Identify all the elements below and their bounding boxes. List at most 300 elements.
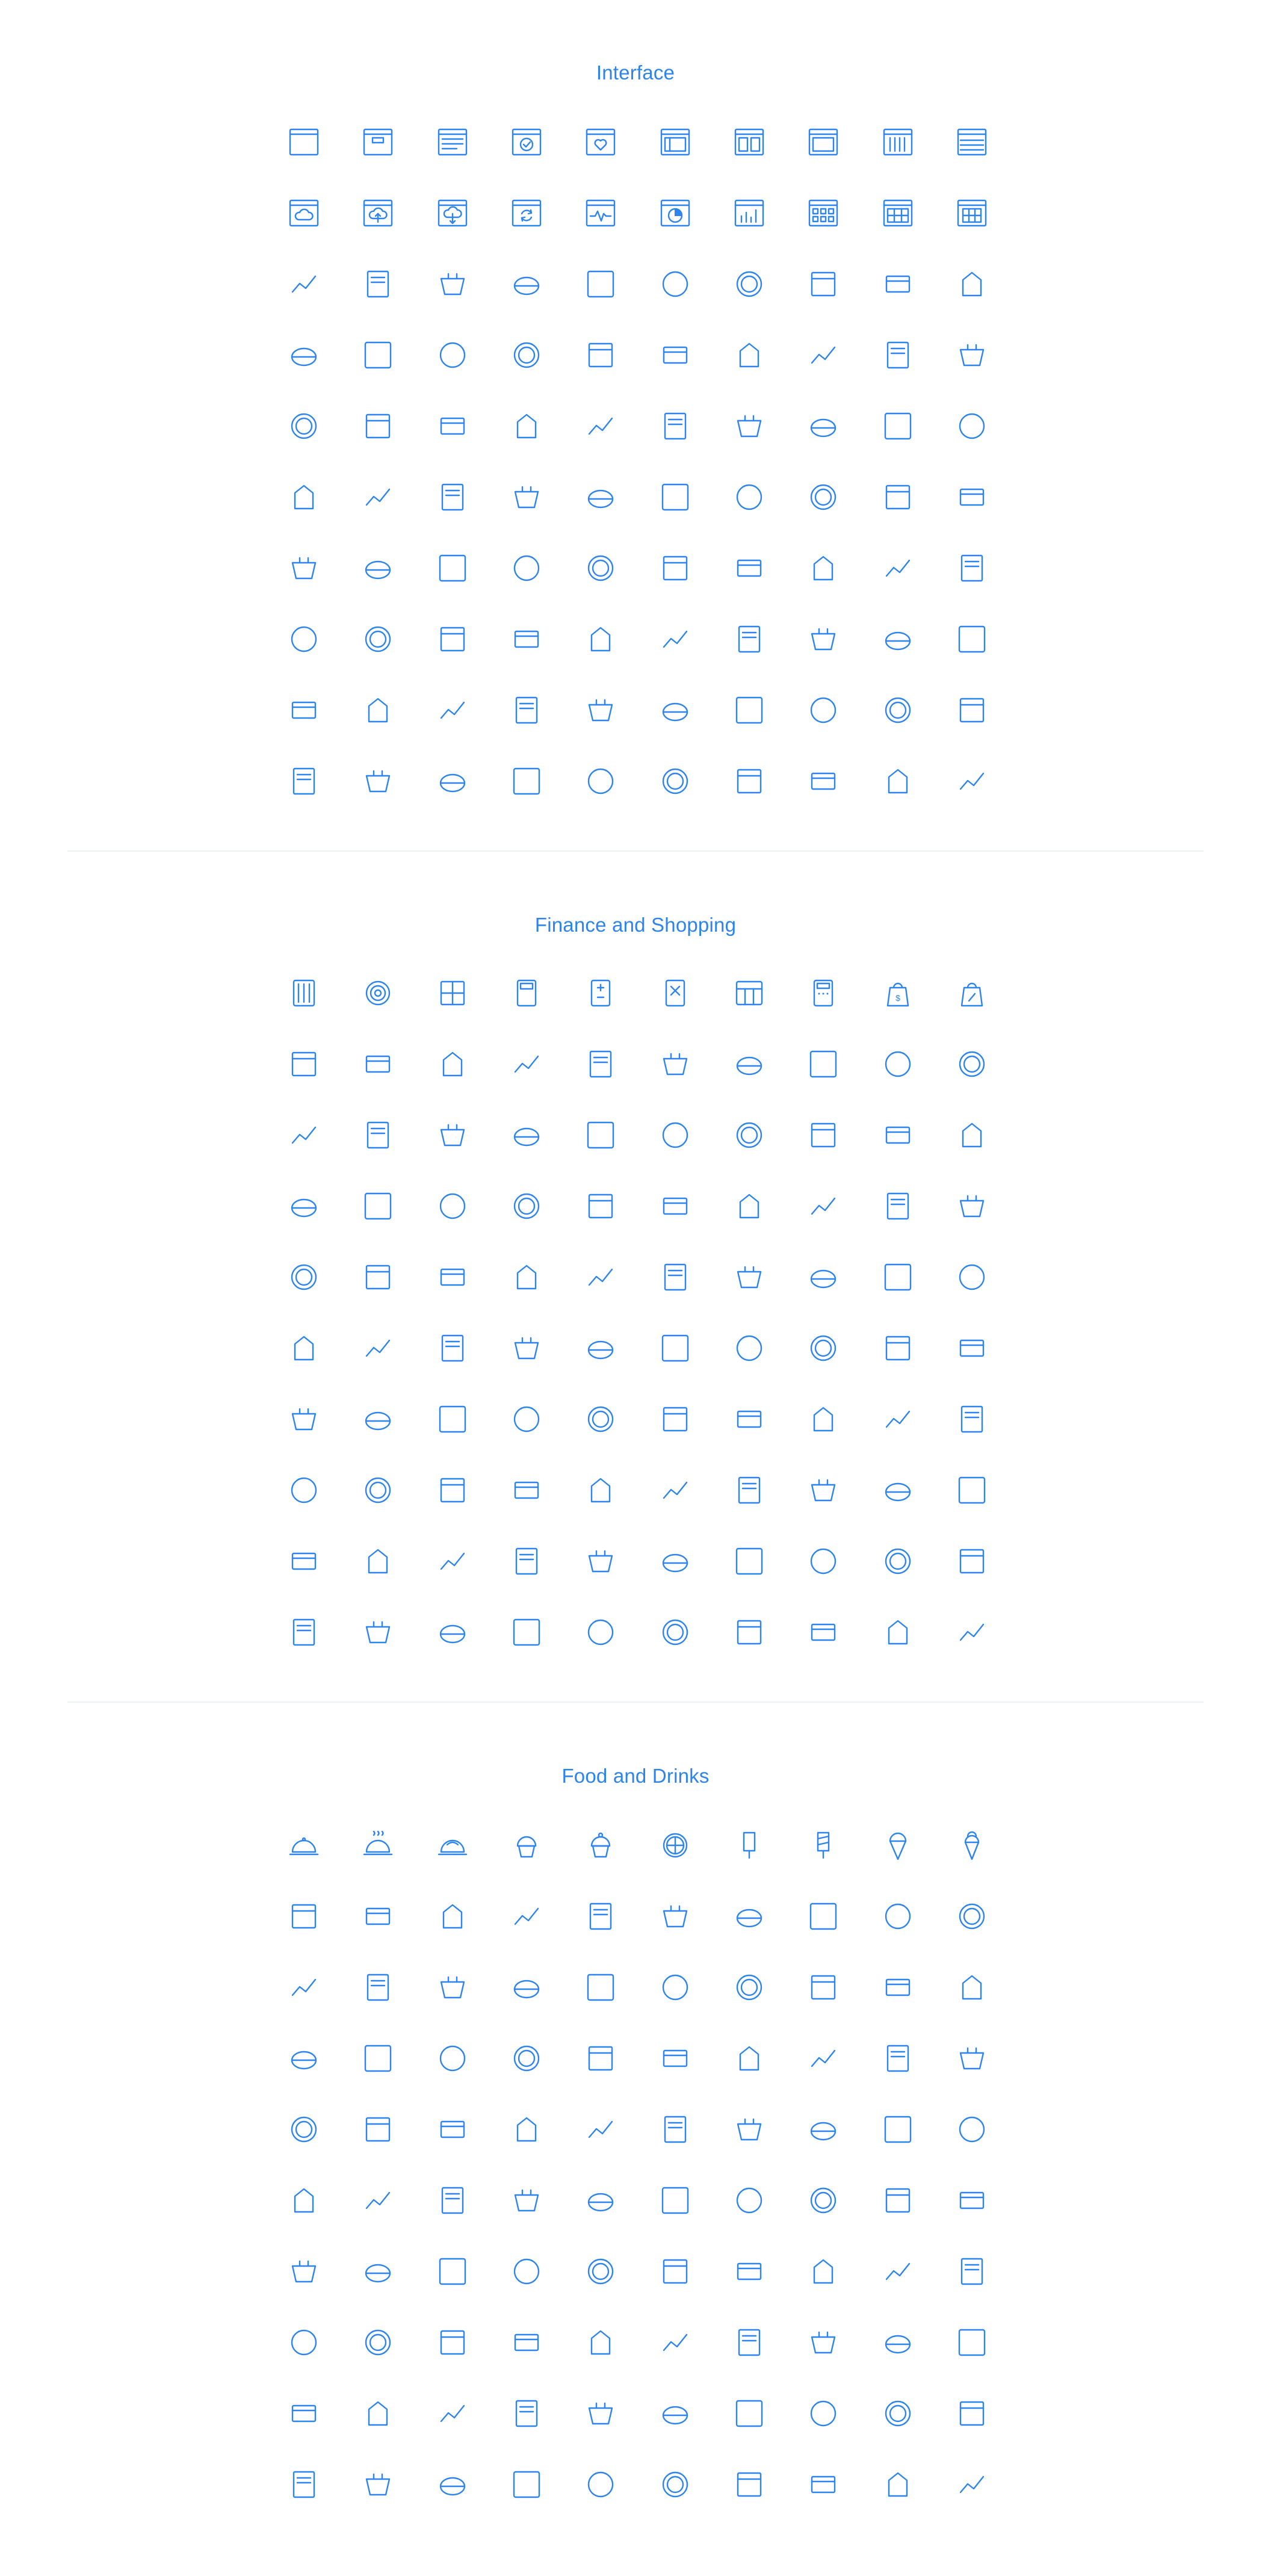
finance-shopping-icon bbox=[509, 1472, 545, 1508]
food-drinks-icon bbox=[731, 2324, 767, 2361]
finance-shopping-icon-glyph bbox=[583, 1047, 618, 1082]
food-drinks-icon bbox=[954, 1969, 990, 2005]
finance-shopping-icon bbox=[434, 1117, 471, 1153]
food-drinks-icon-glyph bbox=[509, 2041, 544, 2076]
interface-icon bbox=[657, 550, 693, 586]
section-title-food-drinks: Food and Drinks bbox=[561, 1765, 710, 1787]
finance-shopping-icon-glyph bbox=[286, 1402, 321, 1437]
interface-icon-glyph bbox=[360, 622, 395, 657]
food-drinks-icon bbox=[509, 2324, 545, 2361]
interface-icon-glyph bbox=[583, 480, 618, 515]
finance-shopping-icon bbox=[434, 1472, 471, 1508]
finance-shopping-icon bbox=[360, 975, 396, 1011]
finance-shopping-icon bbox=[805, 1401, 841, 1437]
food-drinks-icon bbox=[434, 2466, 471, 2503]
food-drinks-icon bbox=[434, 1898, 471, 1934]
interface-icon-glyph bbox=[509, 551, 544, 586]
finance-shopping-icon bbox=[509, 1188, 545, 1224]
finance-shopping-icon-glyph bbox=[732, 1402, 767, 1437]
food-drinks-icon bbox=[880, 2182, 916, 2218]
interface-icon bbox=[509, 124, 545, 160]
finance-shopping-icon bbox=[434, 975, 471, 1011]
interface-icon bbox=[360, 479, 396, 515]
interface-icon-glyph bbox=[658, 338, 693, 373]
finance-shopping-icon bbox=[509, 975, 545, 1011]
food-drinks-icon bbox=[657, 2395, 693, 2432]
food-drinks-icon-glyph bbox=[658, 2112, 693, 2147]
food-drinks-icon-glyph bbox=[286, 2112, 321, 2147]
food-drinks-icon-glyph bbox=[954, 1970, 989, 2005]
food-drinks-icon bbox=[583, 1898, 619, 1934]
food-drinks-icon-glyph bbox=[880, 2112, 915, 2147]
interface-icon bbox=[509, 692, 545, 728]
interface-icon-glyph bbox=[360, 125, 395, 159]
section-title-interface: Interface bbox=[596, 61, 675, 84]
finance-shopping-icon-glyph bbox=[954, 1189, 989, 1224]
interface-icon bbox=[880, 195, 916, 231]
interface-icon-glyph bbox=[732, 125, 767, 159]
interface-icon bbox=[880, 692, 916, 728]
finance-shopping-icon bbox=[360, 1472, 396, 1508]
food-drinks-icon-glyph bbox=[360, 2183, 395, 2218]
interface-icon bbox=[880, 621, 916, 657]
food-drinks-icon-glyph bbox=[658, 1828, 693, 1863]
interface-icon-glyph bbox=[658, 480, 693, 515]
interface-icon-glyph bbox=[435, 622, 470, 657]
finance-shopping-icon bbox=[954, 1614, 990, 1650]
food-drinks-icon bbox=[286, 1827, 322, 1863]
interface-icon-glyph bbox=[435, 338, 470, 373]
finance-shopping-icon-glyph bbox=[583, 1118, 618, 1153]
food-drinks-icon-glyph bbox=[435, 2041, 470, 2076]
finance-shopping-icon-glyph bbox=[806, 1331, 841, 1366]
interface-icon-glyph bbox=[583, 338, 618, 373]
food-drinks-icon-glyph bbox=[509, 1970, 544, 2005]
interface-icon-glyph bbox=[286, 764, 321, 799]
icon-row bbox=[286, 621, 990, 657]
interface-icon bbox=[880, 337, 916, 373]
food-drinks-icon-glyph bbox=[286, 1899, 321, 1934]
interface-icon-glyph bbox=[880, 551, 915, 586]
interface-icon bbox=[286, 195, 322, 231]
interface-icon-glyph bbox=[435, 693, 470, 728]
food-drinks-icon-glyph bbox=[509, 2254, 544, 2289]
finance-shopping-icon-glyph bbox=[583, 1402, 618, 1437]
finance-shopping-icon bbox=[805, 1188, 841, 1224]
icon-row bbox=[286, 692, 990, 728]
food-drinks-icon-glyph bbox=[954, 2041, 989, 2076]
food-drinks-icon bbox=[954, 1827, 990, 1863]
food-drinks-icon bbox=[583, 2395, 619, 2432]
finance-shopping-icon bbox=[880, 1330, 916, 1366]
finance-shopping-icon-glyph bbox=[435, 1544, 470, 1579]
finance-shopping-icon-glyph bbox=[954, 976, 989, 1011]
interface-icon-glyph bbox=[509, 693, 544, 728]
finance-shopping-icon-glyph bbox=[806, 1473, 841, 1508]
food-drinks-icon bbox=[583, 2466, 619, 2503]
finance-shopping-icon-glyph bbox=[583, 1260, 618, 1295]
interface-icon bbox=[360, 408, 396, 444]
finance-shopping-icon bbox=[731, 1614, 767, 1650]
finance-shopping-icon bbox=[731, 1472, 767, 1508]
finance-shopping-icon bbox=[954, 975, 990, 1011]
interface-icon-glyph bbox=[509, 196, 544, 231]
finance-shopping-icon-glyph bbox=[880, 976, 915, 1011]
interface-icon bbox=[954, 124, 990, 160]
icon-row bbox=[286, 2182, 990, 2218]
food-drinks-icon-glyph bbox=[435, 2325, 470, 2360]
finance-shopping-icon bbox=[657, 1330, 693, 1366]
food-drinks-icon-glyph bbox=[286, 1828, 321, 1863]
icon-row bbox=[286, 2395, 990, 2432]
finance-shopping-icon-glyph bbox=[880, 1544, 915, 1579]
food-drinks-icon bbox=[360, 1898, 396, 1934]
food-drinks-icon-glyph bbox=[954, 2112, 989, 2147]
interface-icon-glyph bbox=[954, 338, 989, 373]
interface-icon-glyph bbox=[583, 409, 618, 444]
finance-shopping-icon bbox=[286, 1046, 322, 1082]
interface-icon bbox=[805, 479, 841, 515]
finance-shopping-icon bbox=[286, 1472, 322, 1508]
section-title-finance-shopping: Finance and Shopping bbox=[534, 914, 737, 936]
interface-icon-glyph bbox=[806, 764, 841, 799]
interface-icon-glyph bbox=[806, 551, 841, 586]
interface-icon bbox=[583, 550, 619, 586]
finance-shopping-icon-glyph bbox=[435, 1615, 470, 1650]
finance-shopping-icon-glyph bbox=[658, 976, 693, 1011]
finance-shopping-icon bbox=[880, 1188, 916, 1224]
food-drinks-icon bbox=[286, 1898, 322, 1934]
food-drinks-icon bbox=[657, 2182, 693, 2218]
interface-icon-glyph bbox=[286, 622, 321, 657]
icon-row bbox=[286, 1401, 990, 1437]
interface-icon-glyph bbox=[954, 409, 989, 444]
interface-icon-glyph bbox=[360, 551, 395, 586]
interface-icon-glyph bbox=[509, 409, 544, 444]
finance-shopping-icon-glyph bbox=[360, 1615, 395, 1650]
interface-icon-glyph bbox=[806, 480, 841, 515]
interface-icon bbox=[954, 408, 990, 444]
finance-shopping-icon bbox=[583, 1614, 619, 1650]
food-drinks-icon bbox=[434, 2182, 471, 2218]
finance-shopping-icon bbox=[583, 1330, 619, 1366]
finance-shopping-icon-glyph bbox=[509, 1615, 544, 1650]
icon-row bbox=[286, 763, 990, 799]
food-drinks-icon-glyph bbox=[360, 1828, 395, 1863]
food-drinks-icon bbox=[731, 2040, 767, 2076]
finance-shopping-icon bbox=[805, 1117, 841, 1153]
finance-shopping-icon bbox=[509, 1543, 545, 1579]
interface-icon bbox=[731, 550, 767, 586]
interface-icon-glyph bbox=[509, 125, 544, 159]
food-drinks-icon-glyph bbox=[583, 1970, 618, 2005]
finance-shopping-icon bbox=[583, 1472, 619, 1508]
interface-icon bbox=[509, 621, 545, 657]
finance-shopping-icon bbox=[805, 1543, 841, 1579]
icon-row bbox=[286, 2466, 990, 2503]
interface-icon bbox=[731, 337, 767, 373]
food-drinks-icon bbox=[360, 2253, 396, 2290]
finance-shopping-icon-glyph bbox=[732, 976, 767, 1011]
food-drinks-icon bbox=[731, 1827, 767, 1863]
food-drinks-icon bbox=[880, 1969, 916, 2005]
food-drinks-icon-glyph bbox=[509, 2183, 544, 2218]
interface-icon-glyph bbox=[583, 125, 618, 159]
interface-icon-glyph bbox=[286, 693, 321, 728]
finance-shopping-icon bbox=[954, 1401, 990, 1437]
food-drinks-icon bbox=[360, 2324, 396, 2361]
interface-icon bbox=[434, 337, 471, 373]
finance-shopping-icon bbox=[583, 1401, 619, 1437]
interface-icon bbox=[880, 550, 916, 586]
finance-shopping-icon bbox=[286, 1259, 322, 1295]
interface-icon bbox=[434, 408, 471, 444]
interface-icon bbox=[286, 337, 322, 373]
food-drinks-icon bbox=[880, 2395, 916, 2432]
interface-icon bbox=[954, 337, 990, 373]
finance-shopping-icon-glyph bbox=[360, 1118, 395, 1153]
food-drinks-icon-glyph bbox=[806, 2183, 841, 2218]
food-drinks-icon bbox=[954, 2253, 990, 2290]
interface-icon-glyph bbox=[360, 196, 395, 231]
finance-shopping-icon-glyph bbox=[435, 1402, 470, 1437]
interface-icon bbox=[360, 621, 396, 657]
interface-icon-glyph bbox=[435, 764, 470, 799]
food-drinks-icon bbox=[657, 1827, 693, 1863]
interface-icon bbox=[583, 408, 619, 444]
interface-icon bbox=[954, 266, 990, 302]
interface-icon-glyph bbox=[286, 551, 321, 586]
finance-shopping-icon-glyph bbox=[732, 1615, 767, 1650]
finance-shopping-icon-glyph bbox=[435, 1331, 470, 1366]
food-drinks-icon bbox=[805, 1898, 841, 1934]
finance-shopping-icon bbox=[657, 1472, 693, 1508]
food-drinks-icon-glyph bbox=[509, 1899, 544, 1934]
food-drinks-icon bbox=[954, 2040, 990, 2076]
finance-shopping-icon-glyph bbox=[954, 1260, 989, 1295]
food-drinks-icon-glyph bbox=[360, 1899, 395, 1934]
food-drinks-icon-glyph bbox=[509, 1828, 544, 1863]
food-drinks-icon-glyph bbox=[286, 2467, 321, 2502]
food-drinks-icon-glyph bbox=[286, 2325, 321, 2360]
finance-shopping-icon-glyph bbox=[806, 976, 841, 1011]
food-drinks-icon-glyph bbox=[360, 2325, 395, 2360]
interface-icon-glyph bbox=[806, 125, 841, 159]
finance-shopping-icon-glyph bbox=[954, 1047, 989, 1082]
food-drinks-icon-glyph bbox=[583, 1899, 618, 1934]
finance-shopping-icon bbox=[360, 1543, 396, 1579]
interface-icon-glyph bbox=[583, 196, 618, 231]
food-drinks-icon-glyph bbox=[880, 2467, 915, 2502]
food-drinks-icon-glyph bbox=[286, 2396, 321, 2431]
finance-shopping-icon-glyph bbox=[435, 1473, 470, 1508]
food-drinks-icon-glyph bbox=[732, 2467, 767, 2502]
food-drinks-icon-glyph bbox=[583, 2041, 618, 2076]
food-drinks-icon bbox=[434, 2253, 471, 2290]
finance-shopping-icon-glyph bbox=[658, 1118, 693, 1153]
finance-shopping-icon bbox=[509, 1117, 545, 1153]
food-drinks-icon-glyph bbox=[732, 2041, 767, 2076]
finance-shopping-icon-glyph bbox=[880, 1047, 915, 1082]
finance-shopping-icon bbox=[731, 1401, 767, 1437]
finance-shopping-icon-glyph bbox=[286, 976, 321, 1011]
interface-icon bbox=[657, 763, 693, 799]
interface-icon bbox=[509, 266, 545, 302]
interface-icon-glyph bbox=[954, 125, 989, 159]
interface-icon bbox=[954, 621, 990, 657]
interface-icon-glyph bbox=[360, 267, 395, 302]
food-drinks-icon bbox=[286, 2466, 322, 2503]
food-drinks-icon-glyph bbox=[732, 1899, 767, 1934]
finance-shopping-icon-glyph bbox=[583, 1544, 618, 1579]
finance-shopping-icon-glyph bbox=[732, 1473, 767, 1508]
finance-shopping-icon-glyph bbox=[360, 1047, 395, 1082]
finance-shopping-icon-glyph bbox=[509, 1331, 544, 1366]
food-drinks-icon bbox=[509, 2395, 545, 2432]
finance-shopping-icon bbox=[805, 1046, 841, 1082]
finance-shopping-icon-glyph bbox=[509, 1047, 544, 1082]
food-drinks-icon-glyph bbox=[583, 2396, 618, 2431]
interface-icon bbox=[731, 692, 767, 728]
icon-row bbox=[286, 266, 990, 302]
finance-shopping-icon bbox=[805, 1614, 841, 1650]
food-drinks-icon-glyph bbox=[509, 2112, 544, 2147]
finance-shopping-icon bbox=[657, 1614, 693, 1650]
interface-icon-glyph bbox=[286, 480, 321, 515]
interface-icon-glyph bbox=[732, 338, 767, 373]
icon-row bbox=[286, 1827, 990, 1863]
food-drinks-icon bbox=[880, 2253, 916, 2290]
food-drinks-icon-glyph bbox=[954, 2325, 989, 2360]
interface-icon-glyph bbox=[954, 551, 989, 586]
finance-shopping-icon-glyph bbox=[286, 1331, 321, 1366]
finance-shopping-icon-glyph bbox=[806, 1047, 841, 1082]
interface-icon bbox=[954, 763, 990, 799]
finance-shopping-icon bbox=[434, 1401, 471, 1437]
finance-shopping-icon-glyph bbox=[806, 1615, 841, 1650]
food-drinks-icon-glyph bbox=[806, 1828, 841, 1863]
finance-shopping-icon bbox=[657, 1117, 693, 1153]
interface-icon-glyph bbox=[360, 338, 395, 373]
interface-icon-glyph bbox=[732, 196, 767, 231]
food-drinks-icon bbox=[805, 1969, 841, 2005]
food-drinks-icon bbox=[880, 2111, 916, 2147]
food-drinks-icon bbox=[657, 2253, 693, 2290]
food-drinks-icon-glyph bbox=[732, 2254, 767, 2289]
interface-icon-glyph bbox=[509, 267, 544, 302]
interface-icon-glyph bbox=[360, 480, 395, 515]
finance-shopping-icon-glyph bbox=[509, 1402, 544, 1437]
finance-shopping-icon-glyph bbox=[658, 1544, 693, 1579]
icon-row bbox=[286, 1330, 990, 1366]
finance-shopping-icon bbox=[731, 975, 767, 1011]
food-drinks-icon-glyph bbox=[954, 2183, 989, 2218]
interface-icon-glyph bbox=[658, 551, 693, 586]
finance-shopping-icon-glyph bbox=[880, 1402, 915, 1437]
interface-icon-glyph bbox=[732, 622, 767, 657]
food-drinks-icon-glyph bbox=[360, 2254, 395, 2289]
interface-icon-glyph bbox=[286, 196, 321, 231]
icon-row bbox=[286, 337, 990, 373]
icon-grid-interface bbox=[286, 124, 990, 834]
food-drinks-icon bbox=[880, 1827, 916, 1863]
finance-shopping-icon-glyph bbox=[583, 1473, 618, 1508]
food-drinks-icon-glyph bbox=[732, 1970, 767, 2005]
interface-icon-glyph bbox=[806, 622, 841, 657]
food-drinks-icon bbox=[434, 2324, 471, 2361]
food-drinks-icon-glyph bbox=[732, 2112, 767, 2147]
food-drinks-icon-glyph bbox=[435, 2183, 470, 2218]
food-drinks-icon-glyph bbox=[435, 2467, 470, 2502]
finance-shopping-icon bbox=[731, 1188, 767, 1224]
interface-icon bbox=[731, 195, 767, 231]
food-drinks-icon bbox=[880, 1898, 916, 1934]
finance-shopping-icon-glyph bbox=[583, 1331, 618, 1366]
finance-shopping-icon-glyph bbox=[509, 1260, 544, 1295]
food-drinks-icon bbox=[583, 2182, 619, 2218]
finance-shopping-icon-glyph bbox=[806, 1402, 841, 1437]
food-drinks-icon-glyph bbox=[732, 2396, 767, 2431]
finance-shopping-icon bbox=[657, 1188, 693, 1224]
food-drinks-icon bbox=[509, 2466, 545, 2503]
food-drinks-icon-glyph bbox=[658, 2396, 693, 2431]
finance-shopping-icon bbox=[880, 1401, 916, 1437]
finance-shopping-icon-glyph bbox=[732, 1189, 767, 1224]
food-drinks-icon-glyph bbox=[286, 2183, 321, 2218]
finance-shopping-icon-glyph bbox=[806, 1118, 841, 1153]
interface-icon-glyph bbox=[509, 338, 544, 373]
interface-icon bbox=[360, 550, 396, 586]
interface-icon-glyph bbox=[732, 764, 767, 799]
finance-shopping-icon-glyph bbox=[880, 1615, 915, 1650]
interface-icon bbox=[434, 124, 471, 160]
food-drinks-icon bbox=[360, 1827, 396, 1863]
food-drinks-icon-glyph bbox=[509, 2396, 544, 2431]
interface-icon bbox=[583, 266, 619, 302]
interface-icon bbox=[286, 621, 322, 657]
icon-row bbox=[286, 1969, 990, 2005]
food-drinks-icon bbox=[880, 2324, 916, 2361]
food-drinks-icon bbox=[731, 2253, 767, 2290]
finance-shopping-icon bbox=[880, 1117, 916, 1153]
finance-shopping-icon bbox=[360, 1614, 396, 1650]
finance-shopping-icon-glyph bbox=[806, 1544, 841, 1579]
interface-icon-glyph bbox=[286, 409, 321, 444]
interface-icon-glyph bbox=[286, 267, 321, 302]
finance-shopping-icon bbox=[286, 975, 322, 1011]
food-drinks-icon-glyph bbox=[732, 2325, 767, 2360]
interface-icon bbox=[360, 763, 396, 799]
food-drinks-icon-glyph bbox=[360, 2041, 395, 2076]
food-drinks-icon-glyph bbox=[360, 2396, 395, 2431]
finance-shopping-icon bbox=[583, 1188, 619, 1224]
interface-icon-glyph bbox=[360, 764, 395, 799]
food-drinks-icon-glyph bbox=[954, 2396, 989, 2431]
finance-shopping-icon bbox=[509, 1330, 545, 1366]
interface-icon bbox=[731, 763, 767, 799]
interface-icon bbox=[731, 124, 767, 160]
finance-shopping-icon-glyph bbox=[658, 1615, 693, 1650]
food-drinks-icon bbox=[434, 2395, 471, 2432]
interface-icon bbox=[360, 337, 396, 373]
finance-shopping-icon-glyph bbox=[880, 1118, 915, 1153]
interface-icon bbox=[954, 550, 990, 586]
food-drinks-icon-glyph bbox=[658, 2254, 693, 2289]
interface-icon bbox=[286, 550, 322, 586]
interface-icon-glyph bbox=[880, 196, 915, 231]
finance-shopping-icon bbox=[880, 1472, 916, 1508]
interface-icon-glyph bbox=[880, 338, 915, 373]
